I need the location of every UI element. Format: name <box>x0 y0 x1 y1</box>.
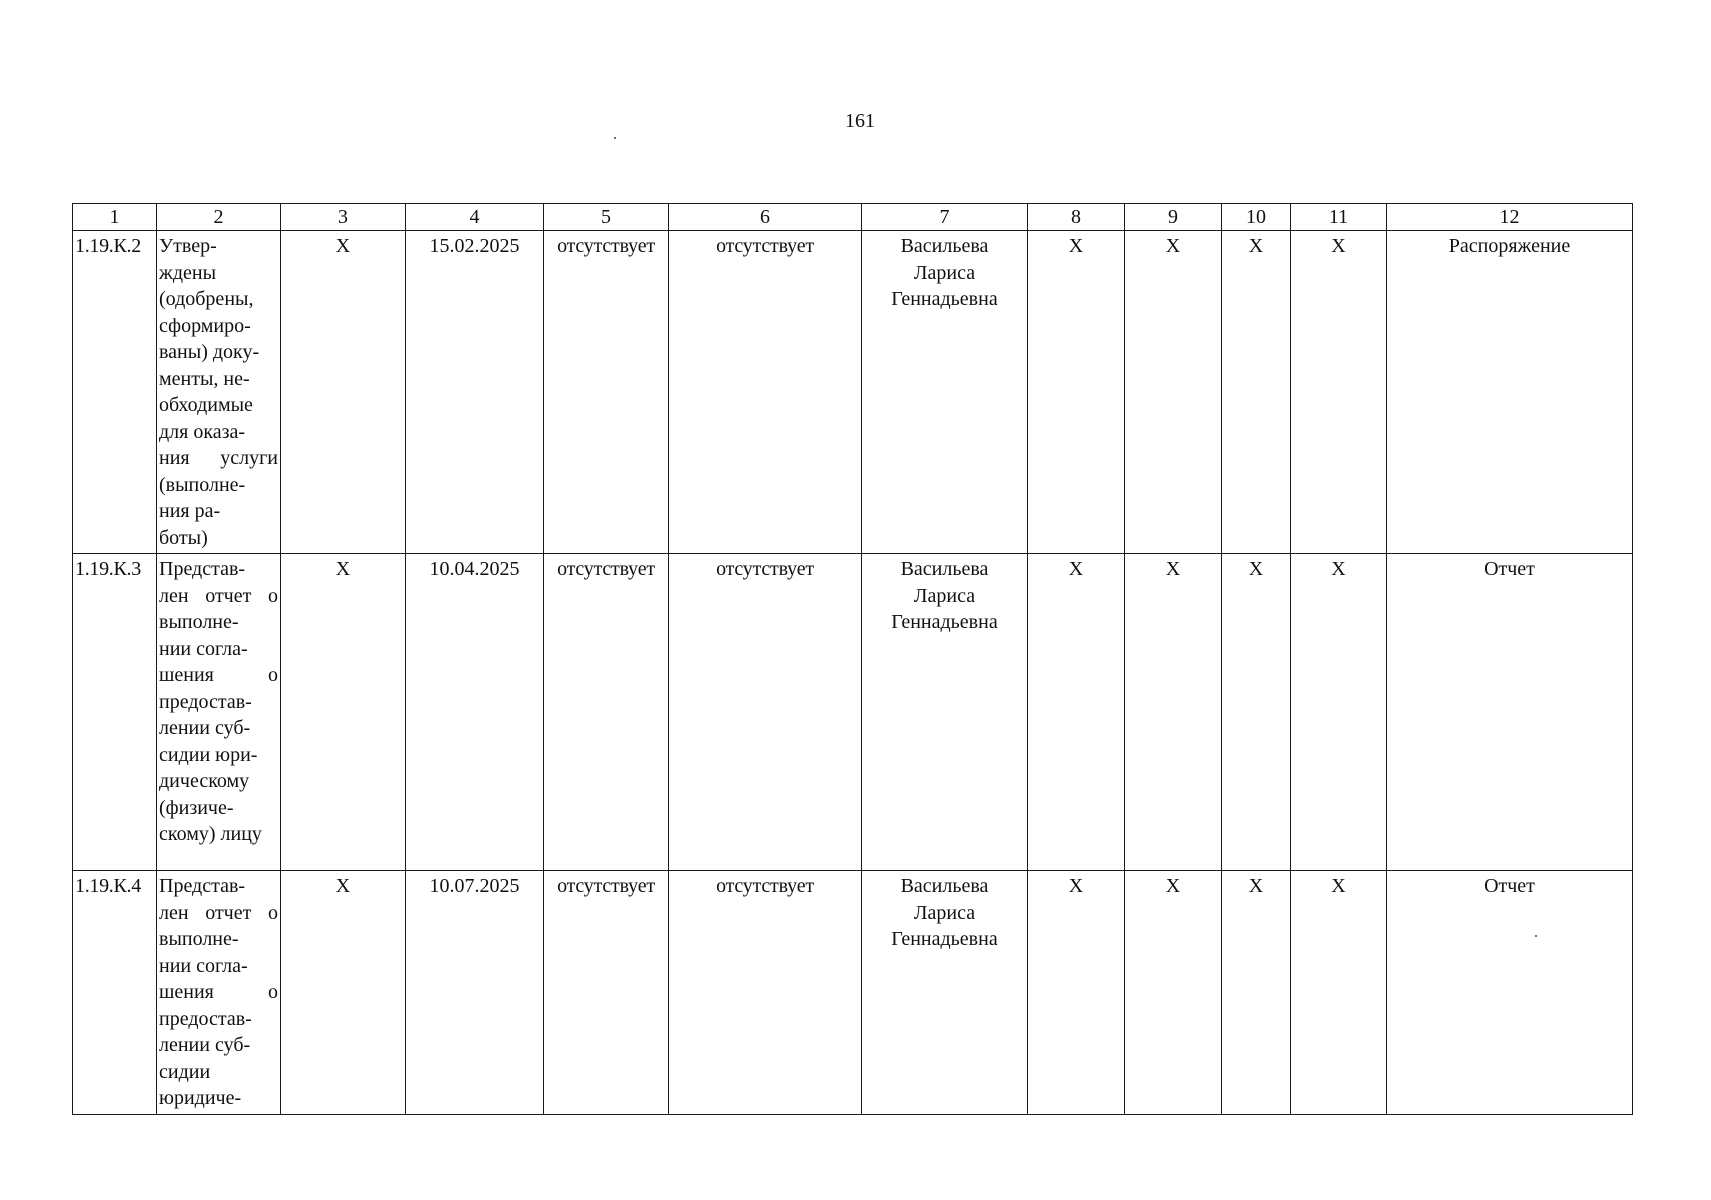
document-type: Отчет <box>1387 554 1633 871</box>
document-type: Распоряжение <box>1387 231 1633 554</box>
checkpoint-date: 10.07.2025 <box>406 871 544 1115</box>
cell-x-mark: X <box>1028 554 1125 871</box>
checkpoint-code: 1.19.К.3 <box>73 554 157 871</box>
document-type: Отчет <box>1387 871 1633 1115</box>
cell-x-mark: X <box>281 231 406 554</box>
column-number: 9 <box>1125 204 1222 231</box>
column-number: 10 <box>1222 204 1291 231</box>
checkpoint-code: 1.19.К.4 <box>73 871 157 1115</box>
checkpoint-description: Утвер- ждены (одобрены, сформиро- ваны) доку- менты, не- обходимые для оказа- ния услуги (выполне- ния ра- боты) <box>157 231 281 554</box>
checkpoint-date: 10.04.2025 <box>406 554 544 871</box>
column-number: 4 <box>406 204 544 231</box>
cell-x-mark: X <box>1222 871 1291 1115</box>
column-number: 7 <box>862 204 1028 231</box>
column-number: 3 <box>281 204 406 231</box>
cell-x-mark: X <box>1125 554 1222 871</box>
cell-x-mark: X <box>1291 554 1387 871</box>
checkpoint-date: 15.02.2025 <box>406 231 544 554</box>
responsible-person: Васильева Лариса Геннадьевна <box>862 231 1028 554</box>
checkpoint-code: 1.19.К.2 <box>73 231 157 554</box>
page-number: 161 <box>845 110 875 132</box>
column-number: 6 <box>669 204 862 231</box>
column-number-row <box>73 204 1633 231</box>
cell-x-mark: X <box>281 554 406 871</box>
cell-absent: отсутствует <box>544 554 669 871</box>
cell-x-mark: X <box>1028 231 1125 554</box>
responsible-person: Васильева Лариса Геннадьевна <box>862 871 1028 1115</box>
checkpoint-description: Представ- лен отчет о выполне- нии согла- шения о предостав- лении суб- сидии юридиче- <box>157 871 281 1115</box>
checkpoint-description: Представ- лен отчет о выполне- нии согла- шения о предостав- лении суб- сидии юри- дическому (физиче- скому) лицу <box>157 554 281 871</box>
cell-x-mark: X <box>1291 231 1387 554</box>
table-row <box>73 231 1633 554</box>
cell-x-mark: X <box>1028 871 1125 1115</box>
cell-x-mark: X <box>1222 554 1291 871</box>
plan-table <box>72 203 1633 1115</box>
cell-x-mark: X <box>1125 231 1222 554</box>
column-number: 11 <box>1291 204 1387 231</box>
table-row <box>73 554 1633 871</box>
cell-x-mark: X <box>1125 871 1222 1115</box>
column-number: 8 <box>1028 204 1125 231</box>
cell-absent: отсутствует <box>669 231 862 554</box>
column-number: 5 <box>544 204 669 231</box>
column-number: 12 <box>1387 204 1633 231</box>
column-number: 2 <box>157 204 281 231</box>
cell-x-mark: X <box>1291 871 1387 1115</box>
scan-speck <box>614 137 616 139</box>
responsible-person: Васильева Лариса Геннадьевна <box>862 554 1028 871</box>
cell-absent: отсутствует <box>544 231 669 554</box>
column-number: 1 <box>73 204 157 231</box>
cell-x-mark: X <box>1222 231 1291 554</box>
cell-x-mark: X <box>281 871 406 1115</box>
table-row <box>73 871 1633 1115</box>
cell-absent: отсутствует <box>544 871 669 1115</box>
cell-absent: отсутствует <box>669 871 862 1115</box>
cell-absent: отсутствует <box>669 554 862 871</box>
